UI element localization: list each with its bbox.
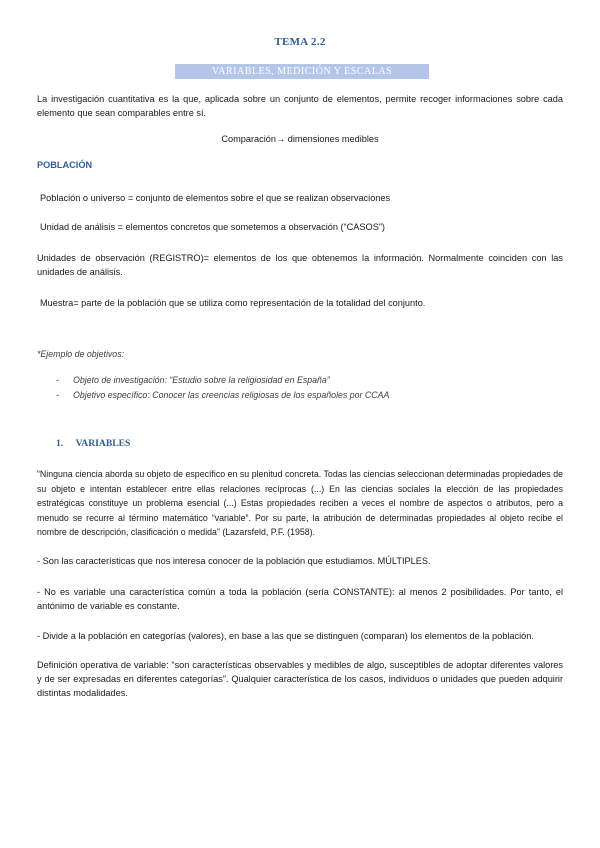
definition-unidades-observacion: Unidades de observación (REGISTRO)= elementos de los que obtenemos la información. Normalmente coinciden con las unidades de análisis. [37, 253, 563, 277]
definition-unidad-analisis: Unidad de análisis = elementos concretos que sometemos a observación (“CASOS”) [40, 222, 385, 232]
example-label: *Ejemplo de objetivos: [37, 349, 125, 359]
section-number: 1. [56, 438, 64, 449]
poblacion-heading: POBLACIÓN [37, 160, 93, 170]
definition-muestra: Muestra= parte de la población que se utiliza como representación de la totalidad del conjunto. [40, 298, 426, 308]
variables-point-1: - Son las características que nos interesa conocer de la población que estudiamos. MÚLTIPLES. [37, 556, 431, 566]
definition-universo: Población o universo = conjunto de elementos sobre el que se realizan observaciones [40, 193, 391, 203]
list-bullet: - [56, 375, 59, 385]
list-item-text: Objeto de investigación: “Estudio sobre la religiosidad en España” [73, 375, 330, 385]
section-title: VARIABLES [75, 438, 131, 449]
lazarsfeld-quote: “Ninguna ciencia aborda su objeto de específico en su plenitud concreta. Todas las ciencias seleccionan determinadas propiedades de su objeto e intentan establecer entre ellas relaciones recíprocas (...) En las ciencias sociales la elección de las propiedades estratégicas constituye un problema esencial (...) Estas propiedades reciben a veces el nombre de aspectos o atributos, pero a menudo se recurre al término matemático “variable”. Por su parte, la atribución de determinadas propiedades al objeto recibe el nombre de descripción, clasificación o medida” (Lazarsfeld, P.F. (1958). [37, 469, 563, 538]
list-bullet: - [56, 390, 59, 400]
page-subtitle: VARIABLES, MEDICIÓN Y ESCALAS [175, 64, 429, 79]
variables-point-2: - No es variable una característica común a toda la población (sería CONSTANTE): al menos 2 posibilidades. Por tanto, el antónimo de variable es constante. [37, 587, 563, 611]
variables-point-3: - Divide a la población en categorías (valores), en base a las que se distinguen (comparan) los elementos de la población. [37, 631, 534, 641]
page-title: TEMA 2.2 [274, 36, 326, 48]
variable-definition: Definición operativa de variable: “son características observables y medibles de algo, susceptibles de adoptar diferentes valores y de ser expresadas en diferentes categorías”. Qualquier característica de los casos, individuos o unidades que pueden adquirir distintas modalidades. [37, 660, 563, 698]
list-item [56, 373, 556, 387]
comparison-line: Comparación→ dimensiones medibles [221, 134, 379, 144]
list-item [56, 388, 556, 402]
intro-paragraph: La investigación cuantitativa es la que, aplicada sobre un conjunto de elementos, permite recoger informaciones sobre cada elemento que sean comparables entre sí. [37, 94, 563, 118]
list-item-text: Objetivo específico: Conocer las creencias religiosas de los españoles por CCAA [73, 390, 390, 400]
variables-heading [56, 438, 130, 449]
